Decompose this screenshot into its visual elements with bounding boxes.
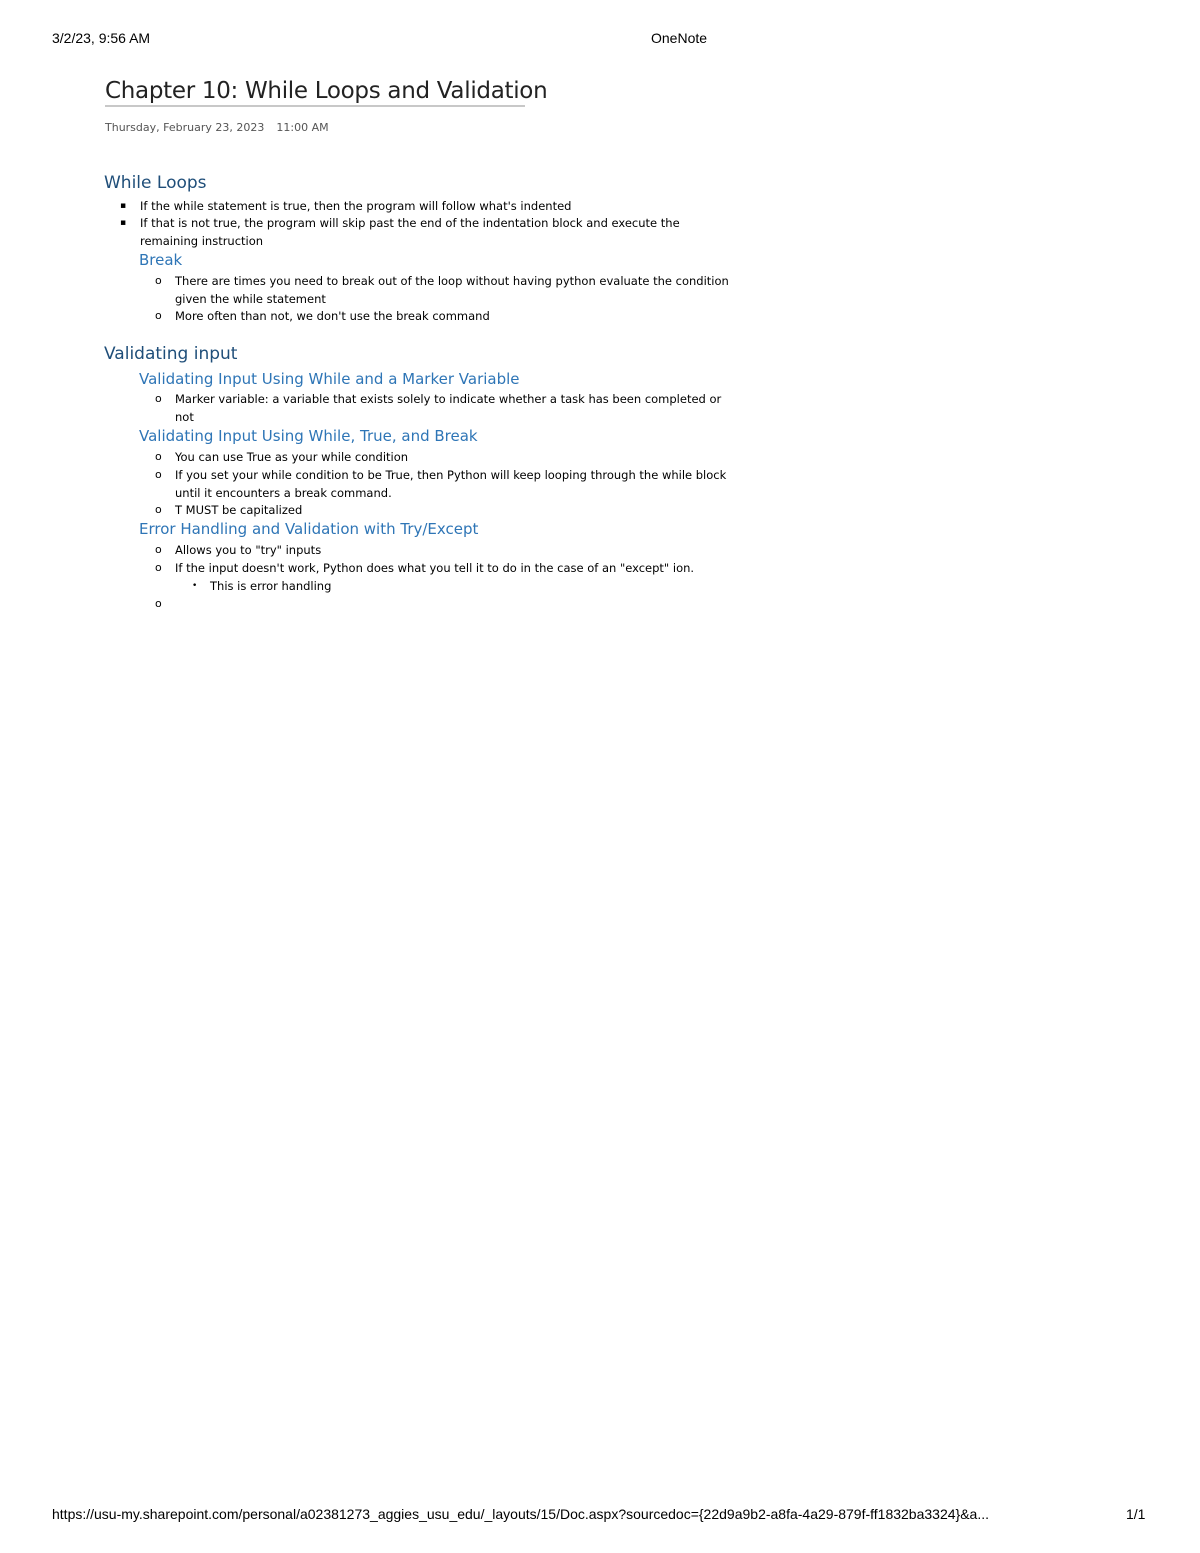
circle-bullet-icon: o	[155, 597, 162, 610]
list-item	[155, 272, 735, 308]
circle-bullet-icon: o	[155, 468, 162, 481]
heading-while-loops: While Loops	[104, 173, 207, 193]
print-page-number: 1/1	[1126, 1506, 1146, 1522]
list-item-text: Allows you to "try" inputs	[175, 543, 322, 557]
print-app-name: OneNote	[651, 30, 708, 46]
list-item-text: There are times you need to break out of the loop without having python evaluate the condition given the while statement	[175, 274, 729, 306]
list-item	[155, 466, 735, 502]
list-item	[155, 559, 735, 577]
list-item-text: More often than not, we don't use the break command	[175, 309, 490, 323]
list-item-text: If that is not true, the program will skip past the end of the indentation block and execute the remaining instruction	[140, 216, 680, 248]
square-bullet-icon: ▪	[120, 201, 127, 211]
list-item-text: Marker variable: a variable that exists solely to indicate whether a task has been completed or not	[175, 392, 722, 424]
heading-true-and-break: Validating Input Using While, True, and Break	[139, 427, 478, 445]
list-item	[155, 448, 735, 466]
circle-bullet-icon: o	[155, 309, 162, 322]
list-item	[120, 197, 700, 215]
print-date: 3/2/23, 9:56 AM	[52, 30, 151, 46]
page-timestamp	[105, 121, 329, 134]
list-item-text: If the input doesn't work, Python does what you tell it to do in the case of an "except" ion.	[175, 561, 695, 575]
list-item	[155, 390, 735, 426]
circle-bullet-icon: o	[155, 561, 162, 574]
heading-break: Break	[139, 251, 183, 269]
list-item	[155, 307, 735, 325]
list-item	[120, 214, 700, 250]
list-item-text: T MUST be capitalized	[175, 503, 303, 517]
circle-bullet-icon: o	[155, 392, 162, 405]
circle-bullet-icon: o	[155, 274, 162, 287]
square-bullet-icon: ▪	[120, 218, 127, 228]
page-date: Thursday, February 23, 2023	[105, 121, 265, 134]
heading-marker-variable: Validating Input Using While and a Marker Variable	[139, 370, 520, 388]
list-item-text: If the while statement is true, then the program will follow what's indented	[140, 199, 572, 213]
circle-bullet-icon: o	[155, 503, 162, 516]
page-title[interactable]: Chapter 10: While Loops and Validation	[105, 78, 525, 107]
list-item	[155, 501, 735, 519]
list-item-text: If you set your while condition to be True, then Python will keep looping through the while block until it encounters a break command.	[175, 468, 727, 500]
circle-bullet-icon: o	[155, 543, 162, 556]
list-item-text: This is error handling	[210, 579, 332, 593]
list-item	[155, 541, 735, 559]
circle-bullet-icon: o	[155, 450, 162, 463]
list-item-text: You can use True as your while condition	[175, 450, 409, 464]
dot-bullet-icon: •	[192, 581, 198, 591]
list-item	[192, 577, 710, 595]
print-url: https://usu-my.sharepoint.com/personal/a02381273_aggies_usu_edu/_layouts/15/Doc.aspx?sourcedoc={22d9a9b2-a8fa-4a29-879f-ff1832ba3324}&a...	[52, 1506, 989, 1522]
heading-validating-input: Validating input	[104, 344, 238, 364]
heading-try-except: Error Handling and Validation with Try/Except	[139, 520, 479, 538]
page-time: 11:00 AM	[276, 121, 329, 134]
